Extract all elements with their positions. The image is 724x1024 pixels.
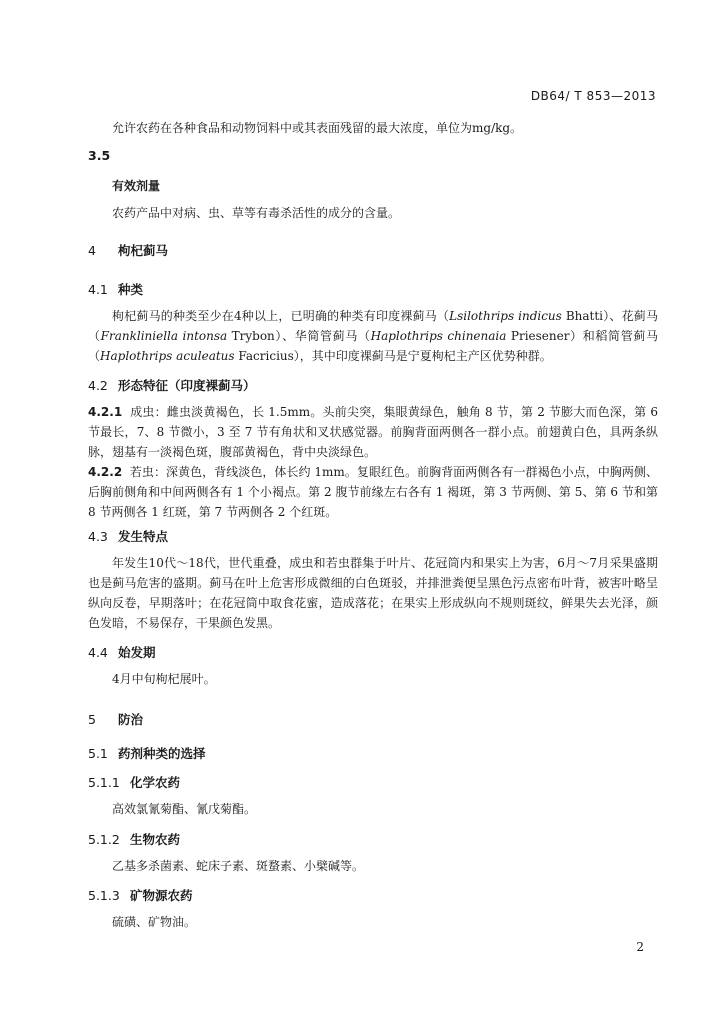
section-4-2-1-paragraph: 4.2.1 成虫：雌虫淡黄褐色，长 1.5mm。头前尖突，集眼黄绿色，触角 8 节，第 2 节膨大而色深，第 6 节最长，7、8 节微小，3 至 7 节有角状和叉状感觉器。前胸背面两侧各一群小点。前翅黄白色，具两条纵脉，翅基有一淡褐色斑，腹部黄褐色，背中央淡绿色。 (88, 405, 658, 459)
section-5-heading: 5 防治 (88, 712, 144, 727)
section-5-1-2-paragraph: 乙基多杀菌素、蛇床子素、斑蝥素、小檗碱等。 (112, 859, 365, 873)
section-5-1-3-heading: 5.1.3 矿物源农药 (88, 888, 193, 903)
species-name: Frankliniella intonsa (100, 329, 228, 343)
section-5-1-2-heading: 5.1.2 生物农药 (88, 832, 181, 847)
section-4-3-heading: 4.3 发生特点 (88, 529, 169, 544)
section-4-2-2-paragraph: 4.2.2 若虫：深黄色，背线淡色，体长约 1mm。复眼红色。前胸背面两侧各有一群褐色小点，中胸两侧、后胸前侧角和中间两侧各有 1 个小褐点。第 2 腹节前缘左右各有 1 褐斑，第 3 节两侧、第 5、第 6 节和第 8 节两侧各 1 红斑，第 7 节两侧各 2 个红斑。 (88, 465, 658, 519)
section-4-1-heading: 4.1 种类 (88, 282, 144, 297)
section-4-2-heading: 4.2 形态特征（印度裸蓟马） (88, 378, 256, 393)
standard-code: DB64/ T 853—2013 (530, 89, 656, 103)
section-5-1-heading: 5.1 药剂种类的选择 (88, 746, 206, 761)
section-4-3-paragraph: 年发生10代～18代，世代重叠，成虫和若虫群集于叶片、花冠筒内和果实上为害，6月～7月采果盛期也是蓟马危害的盛期。蓟马在叶上危害形成微细的白色斑驳，并排泄粪便呈黑色污点密布叶背，被害叶略呈纵向反卷，早期落叶；在花冠筒中取食花蜜，造成落花；在果实上形成纵向不规则斑纹，鲜果失去光泽，颜色发暗，不易保存，干果颜色发黑。 (88, 556, 658, 630)
section-4-4-paragraph: 4月中旬枸杞展叶。 (112, 672, 216, 686)
section-4-1-paragraph: 枸杞蓟马的种类至少在4种以上，已明确的种类有印度裸蓟马（Lsilothrips indicus Bhatti）、花蓟马（Frankliniella intonsa Trybon）、华简管蓟马（Haplothrips chinenaia Priesener）和稻简管蓟马（Haplothrips aculeatus Facricius），其中印度裸蓟马是宁夏枸杞主产区优势种群。 (88, 309, 659, 363)
species-name: Haplothrips chinenaia (370, 329, 507, 343)
species-name: Haplothrips aculeatus (100, 349, 235, 363)
section-4-4-heading: 4.4 始发期 (88, 645, 156, 660)
paragraph-3-4-definition: 允许农药在各种食品和动物饲料中或其表面残留的最大浓度，单位为mg/kg。 (112, 121, 523, 135)
section-4-heading: 4 枸杞蓟马 (88, 243, 169, 258)
section-5-1-3-paragraph: 硫磺、矿物油。 (112, 915, 197, 929)
term-3-5-title: 有效剂量 (112, 179, 161, 193)
term-3-5-definition: 农药产品中对病、虫、草等有毒杀活性的成分的含量。 (112, 206, 401, 220)
section-5-1-1-heading: 5.1.1 化学农药 (88, 775, 181, 790)
section-5-1-1-paragraph: 高效氯氰菊酯、氰戊菊酯。 (112, 802, 257, 816)
term-3-5-number: 3.5 (88, 148, 111, 163)
species-name: Lsilothrips indicus (449, 309, 562, 323)
page-number: 2 (636, 940, 644, 954)
